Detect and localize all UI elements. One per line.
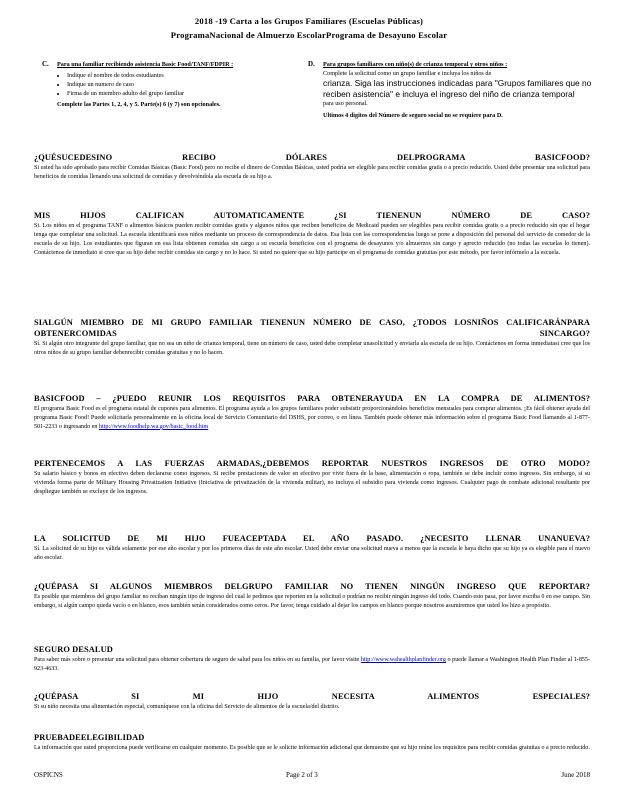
faq-body: Su salario básico y bonos en efectivo deben declararse como ingresos. Si recibe prestaciones de valor en efectivo por vivir fuera de la base, alimentación o ropa, también se debe incluir como ingresos. Sin embargo, si su vivienda forma parte de Military Housing Privatization Initiative (Iniciativa de privatización de la vivienda militar), no incluya el subsidio para vivienda como ingresos. Cualquier pago de combate adicional resultante por despliegue también se excluye de los ingresos. [34,471,590,495]
footer-office: OSPICNS [34,771,63,779]
section-c-heading: Para una familiar recibiendo asistencia Basic Food/TANF/FDPIR : [57,61,234,68]
faq-body: La información que usted proporciona puede verificarse en cualquier momento. Es posible que se le solicite información adicional que demuestre que su hijo reúne los requisitos para recibir comidas gratuitas o a precio reducido. [34,745,590,751]
health-plan-finder-link[interactable]: http://www.wahealthplanfinder.org [360,657,446,663]
section-d-letter: D. [308,60,315,68]
faq-body: Si su niño necesita una alimentación especial, comuníquese con la oficina del Servicio de alimentos de la escuela/del distrito. [34,704,340,710]
page-footer [34,771,590,783]
faq-body-text: Para saber más sobre o presentar una solicitud para obtener cobertura de seguro de salud para los niños en su familia, por favor visite [34,657,360,663]
faq-body: Sí. Si algún otro integrante del grupo familiar, que no sea un niño de crianza temporal, tiene un número de caso, usted debe completar unasolicitud y enviarla ala escuela de su hijo. Contáctenos en forma inmediatasi cree que los otros niños de su grupo familiar debenrecibir comidas gratuitas y no lo hacen. [34,341,590,356]
section-d-tail: para uso personal. [323,100,368,107]
faq-body: Si. Los niños en el programa TANF o alimentos básicos pueden recibir comidas gratis y algunos niños que reciben beneficios de Medicaid pueden ser elegibles para recibir comidas gratis o a precio reducido sin que el hogar tenga que completar una solicitud. La escuela identificará esos niños mediante un proceso de correspondencia de datos. Esa lista con las correspondencias luego se pone a disposición del personal del servicio de comedor de la escuela de su hijo. Los estudiantes que figuran en esa lista obtienen comidas sin cargo a su escuela beneficios con el programa de desayunos y/o almuerzos sin cargo y aprecio reducido (no todas las escuelas lo tienen). Contáctenos de inmediato si cree que su hijo debe recibir comidas sin cargo y no lo hace. Si usted no quiere que su hijo participe en el programa de comidas gratuitas por este método, por favor infórmelo a la escuela. [34,223,590,256]
footer-date: June 2018 [561,771,590,779]
faq-section-no-income [34,581,590,611]
faq-heading: MIS HIJOS CALIFICAN AUTOMATICAMENTE ¿SI TIENENUN NÚMERO DE CASO? [34,211,590,220]
faq-section-health-insurance [34,644,590,674]
faq-section-eligibility-proof [34,732,590,753]
faq-body [34,656,590,674]
section-d-instructions: crianza. Siga las instrucciones indicadas para "Grupos familiares que no reciben asistencia" e incluya el ingreso del niño de crianza temporal [323,78,592,99]
section-d-block [308,60,593,120]
faq-heading: BASICFOOD – ¿PUEDO REUNIR LOS REQUISITOS PARA OBTENERAYUDA EN LA COMPRA DE ALIMENTOS? [34,394,590,403]
faq-heading: ¿QUÉPASA SI MI HIJO NECESITA ALIMENTOS ESPECIALES? [34,692,590,701]
faq-body: Si usted ha sido aprobado para recibir Comidas Básicas (Basic Food) pero no recibe el dinero de Comidas Básicas, usted podría ser elegible para recibir comidas gratis o a precio reducido. Usted debe presentar una solicitud para beneficios de comidas llenando una solicitud de comidas y devolviéndola ala escuela de su hijo a. [34,165,590,180]
section-d-ssn-note: Ultimos 4 digitos del Número de seguro social no se requiere para D. [323,112,503,119]
faq-heading: SEGURO DESALUD [34,645,113,654]
faq-section-military [34,458,590,497]
faq-heading: SIALGÚN MIEMBRO DE MI GRUPO FAMILIAR TIENENUN NÚMERO DE CASO, ¿TODOS LOSNIÑOS CALIFICARÁNPARA OBTENERCOMIDAS SINCARGO? [34,318,590,338]
faq-body-text: El programa Basic Food es el programa estatal de cupones para alimentos. El programa ayuda a los grupos familiares poder subsistir proporcionándoles beneficios mensuales para comprar alimentos. ¡Es fácil obtener ayuda del programa Basic Food! Puede solicitarla personalmente en la oficina local de Servicio Comunitario del DSHS, por correo, o en línea. También puede obtener más información sobre el programa Basic Food llamando al 1-877-501-2233 o ingresando en [34,406,590,430]
section-c-letter: C. [42,60,49,68]
faq-section-renew-application [34,533,590,563]
faq-heading: PERTENECEMOS A LAS FUERZAS ARMADAS,¿DEBEMOS REPORTAR NUESTROS INGRESOS DE OTRO MODO? [34,459,590,468]
section-c-bullet: • Indique el nombre de todos estudiantes [67,71,292,80]
faq-heading: ¿QUÉPASA SI ALGUNOS MIEMBROS DELGRUPO FAMILIAR NO TIENEN NINGÚN INGRESO QUE REPORTAR? [34,582,590,591]
faq-body [34,405,590,432]
faq-heading: LA SOLICITUD DE MI HIJO FUEACEPTADA EL AÑO PASADO. ¿NECESITO LLENAR UNANUEVA? [34,534,590,543]
faq-section-household-case [34,317,590,358]
section-c-complete-note: Complete las Partes 1, 2, 4, y 5. Parte(s) 6 (y 7) son opcionales. [57,101,221,108]
section-c-bullet: • Firma de un miembro adulto del grupo familiar [67,89,292,98]
basic-food-link[interactable]: http://www.foodhelp.wa.gov/basic_food.htm [99,423,209,430]
section-c-block [42,60,292,109]
letter-title: 2018 -19 Carta a los Grupos Familiares (Escuelas Públicas) [194,16,424,26]
section-d-heading: Para grupos familiares con niño(s) de crianza temporal y otros niños : [323,61,508,68]
faq-heading: ¿QUÉSUCEDESINO RECIBO DÓLARES DELPROGRAMA BASICFOOD? [34,153,590,162]
faq-heading: PRUEBADEELEGIBILIDAD [34,733,145,742]
faq-section-case-number [34,210,590,258]
section-c-bullet: • Indique un numero de caso [67,80,292,89]
faq-body: Sí. La solicitud de su hijo es válida solamente por ese año escolar y por los primeros días de este año escolar. Usted debe enviar una solicitud nueva a menos que la escuela le haya dicho que su hijo ya es elegible para el nuevo año escolar. [34,546,590,561]
faq-body-text-after: o puede llamar a Washington Health Plan Finder al 1-855-923-4633. [34,657,591,672]
section-c-bullet-list [57,71,292,98]
footer-page-number: Page 2 of 3 [286,771,318,779]
faq-section-basic-food-eligibility [34,393,590,432]
faq-body: Es posible que miembros del grupo familiar no reciban ningún tipo de ingreso del cual le pedimos que reporten en la solicitud o podrían no recibir ningún ingreso del todo. Cuando esto pasa, por favor escriba 0 en ese campo. Sin embargo, si algún campo queda vacío o en blanco, esos también serán considerados como ceros. Por favor, tenga cuidado al dejar los campos en blanco porque nosotros asumiremos que usted los hizo a propósito. [34,594,590,609]
program-subtitle: ProgramaNacional de Almuerzo EscolarPrograma de Desayuno Escolar [170,30,448,40]
faq-section-special-diet [34,691,590,712]
section-d-intro: Complete la solicitud como un grupo familiar e incluya los niños de [323,70,492,77]
faq-section-basic-food-dollars [34,152,590,182]
